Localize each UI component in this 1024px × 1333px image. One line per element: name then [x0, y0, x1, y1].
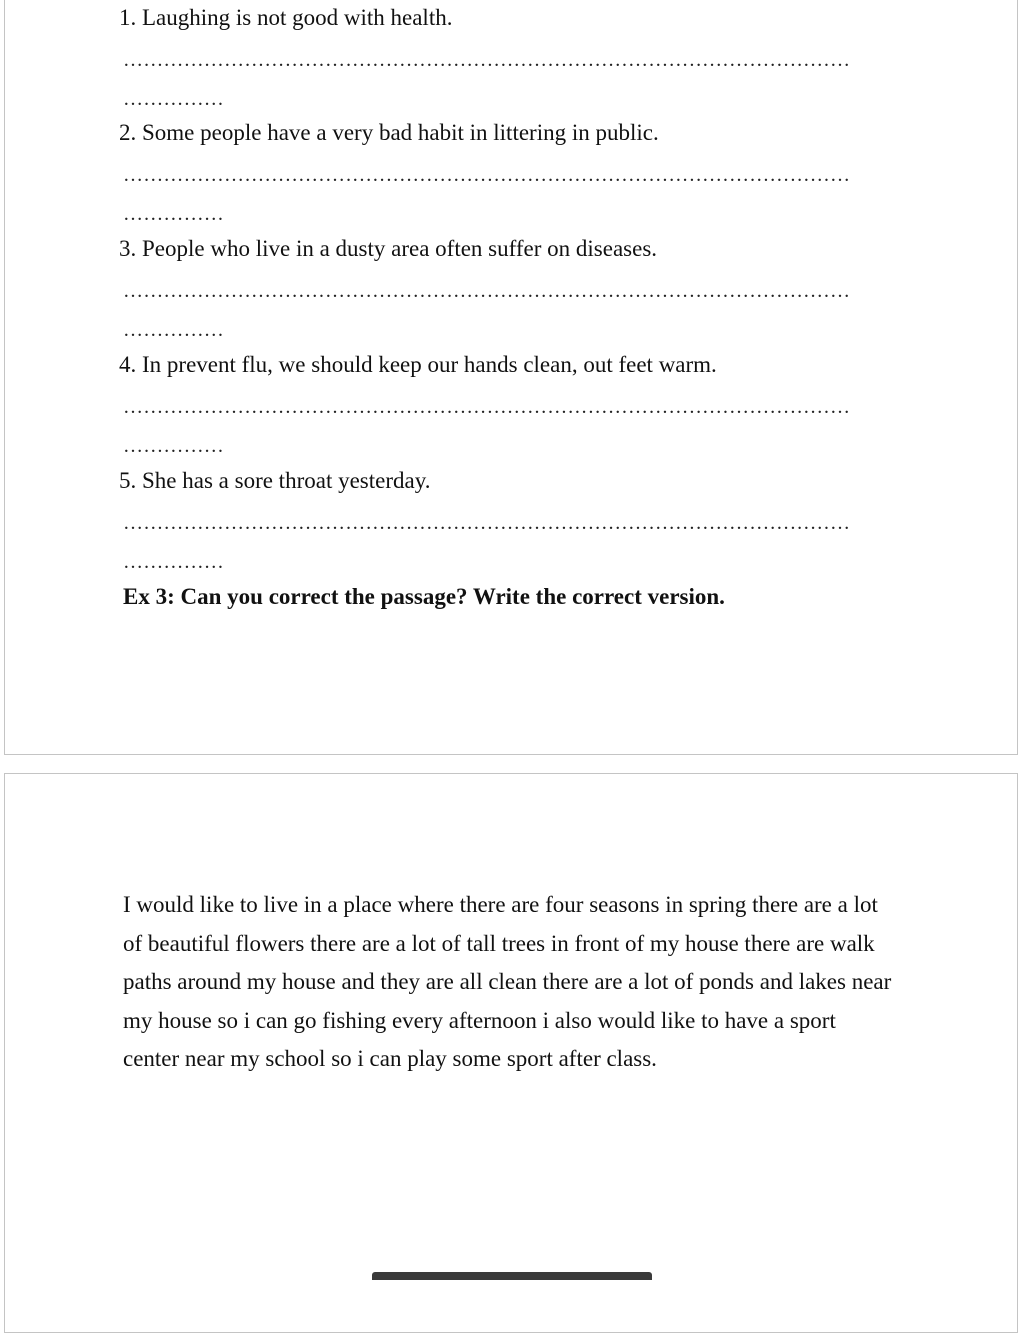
passage-line: I would like to live in a place where there are four seasons in spring there are a lot [123, 892, 878, 917]
exercise-3-heading: Ex 3: Can you correct the passage? Write the correct version. [123, 584, 725, 609]
answer-line-1b[interactable]: …………… [123, 89, 224, 109]
answer-line-3b[interactable]: …………… [123, 320, 224, 340]
answer-line-2a[interactable]: ……………………………………………………………………………………………… [123, 165, 851, 185]
passage-line: my house so i can go fishing every afternoon i also would like to have a sport [123, 1007, 836, 1033]
exercise-item-5: 5. She has a sore throat yesterday. [119, 468, 431, 493]
answer-line-3a[interactable]: ……………………………………………………………………………………………… [123, 281, 851, 301]
exercise-item-3: 3. People who live in a dusty area often suffer on diseases. [119, 236, 658, 261]
exercise-item-2: 2. Some people have a very bad habit in littering in public. [119, 120, 659, 145]
passage-line: of beautiful flowers there are a lot of tall trees in front of my house there are walk [123, 930, 875, 956]
answer-line-4b[interactable]: …………… [123, 436, 224, 456]
answer-line-4a[interactable]: ……………………………………………………………………………………………… [123, 397, 851, 417]
answer-line-5b[interactable]: …………… [123, 552, 224, 572]
answer-line-2b[interactable]: …………… [123, 204, 224, 224]
answer-line-1a[interactable]: ……………………………………………………………………………………………… [123, 50, 851, 70]
passage-line: paths around my house and they are all clean there are a lot of ponds and lakes near [123, 969, 892, 994]
passage [123, 886, 913, 1079]
scroll-handle[interactable] [372, 1272, 652, 1280]
page-gap [0, 755, 1024, 773]
answer-line-5a[interactable]: ……………………………………………………………………………………………… [123, 513, 851, 533]
exercise-item-4: 4. In prevent flu, we should keep our hands clean, out feet warm. [119, 352, 717, 377]
passage-line: center near my school so i can play some sport after class. [123, 1046, 657, 1071]
exercise-item-1: 1. Laughing is not good with health. [119, 5, 453, 30]
